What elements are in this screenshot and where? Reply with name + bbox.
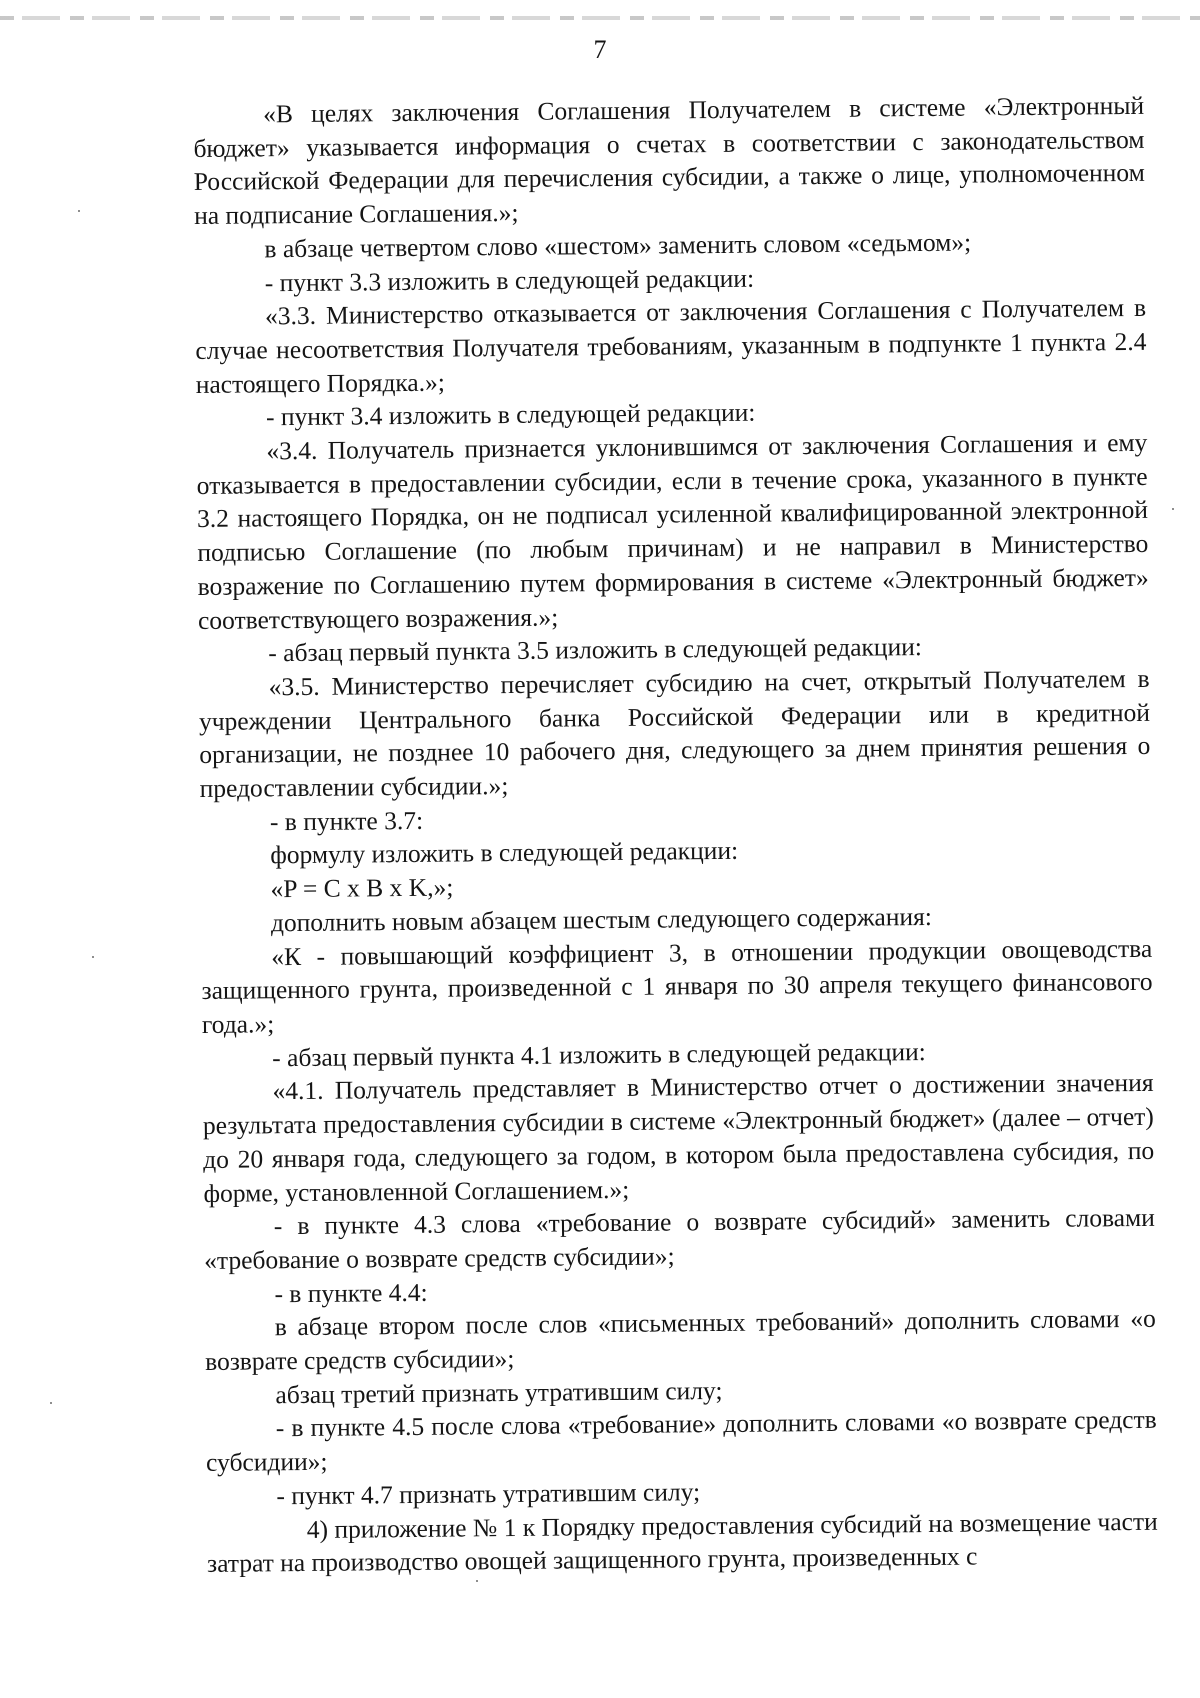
paragraph: дополнить новым абзацем шестым следующего содержания: [270,901,933,938]
paragraph: в абзаце втором после слов «письменных требований» дополнить словами «о возврате средств субсидии»; [204,1304,1156,1376]
formula: «P = C x B x K,»; [270,872,454,904]
scan-speck [50,1402,52,1404]
scan-speck [92,956,94,958]
paragraph: «3.3. Министерство отказывается от заключения Соглашения с Получателем в случае несоответствия Получателя требованиям, указанным в подпункте 1 пункта 2.4 настоящего Порядка.»; [195,293,1147,399]
scan-speck [78,210,80,212]
paragraph: - пункт 4.7 признать утратившим силу; [276,1477,701,1511]
scan-speck [1172,508,1174,510]
paragraph: абзац третий признать утратившим силу; [275,1375,723,1409]
paragraph: «В целях заключения Соглашения Получателем в системе «Электронный бюджет» указывается информация о счетах в соответствии с законодательством Российской Федерации для перечисления субсидии, а также о лице, уполномоченном на подписание Соглашения.»; [193,90,1145,231]
paragraph: - абзац первый пункта 4.1 изложить в следующей редакции: [272,1036,926,1072]
page-number: 7 [593,35,607,64]
paragraph: - в пункте 3.7: [269,805,424,837]
paragraph: - пункт 3.3 изложить в следующей редакции: [264,263,755,297]
paragraph: - абзац первый пункта 3.5 изложить в следующей редакции: [268,632,923,668]
scan-top-edge [0,16,1200,20]
scan-speck [476,1580,478,1582]
paragraph: «4.1. Получатель представляет в Министерство отчет о достижении значения результата предоставления субсидии в системе «Электронный бюджет» (далее – отчет) до 20 января года, следующего за годом, в котором была предоставлена субсидия, по форме, установленной Соглашением.»; [202,1068,1155,1208]
paragraph: «3.4. Получатель признается уклонившимся от заключения Соглашения и ему отказывается в предоставлении субсидии, если в течение срока, указанного в пункте 3.2 настоящего Порядка, он не подписал усиленной квалифицированной электронной подписью Соглашение (по любым причинам) и не направил в Министерство возражение по Соглашению путем формирования в системе «Электронный бюджет» соответствующего возражения.»; [196,427,1149,635]
paragraph: «К - повышающий коэффициент 3, в отношении продукции овощеводства защищенного грунта, произведенной с 1 января по 30 апреля текущего финансового года.»; [201,933,1153,1039]
paragraph: - в пункте 4.4: [274,1277,428,1308]
paragraph: - пункт 3.4 изложить в следующей редакции: [265,397,756,432]
paragraph: в абзаце четвертом слово «шестом» заменить словом «седьмом»; [264,227,972,264]
document-body [193,89,1158,1581]
paragraph: - в пункте 4.3 слова «требование о возврате субсидий» заменить словами «требование о возврате средств субсидии»; [204,1203,1155,1275]
paragraph: 4) приложение № 1 к Порядку предоставления субсидий на возмещение части затрат на производство овощей защищенного грунта, произведенных с [206,1506,1158,1579]
paragraph: формулу изложить в следующей редакции: [270,836,739,870]
paragraph: «3.5. Министерство перечисляет субсидию на счет, открытый Получателем в учреждении Центрального банка Российской Федерации или в кредитной организации, не позднее 10 рабочего дня, следующего за днем принятия решения о предоставлении субсидии.»; [198,663,1151,804]
paragraph: - в пункте 4.5 после слова «требование» дополнить словами «о возврате средств субсидии»; [205,1405,1157,1478]
